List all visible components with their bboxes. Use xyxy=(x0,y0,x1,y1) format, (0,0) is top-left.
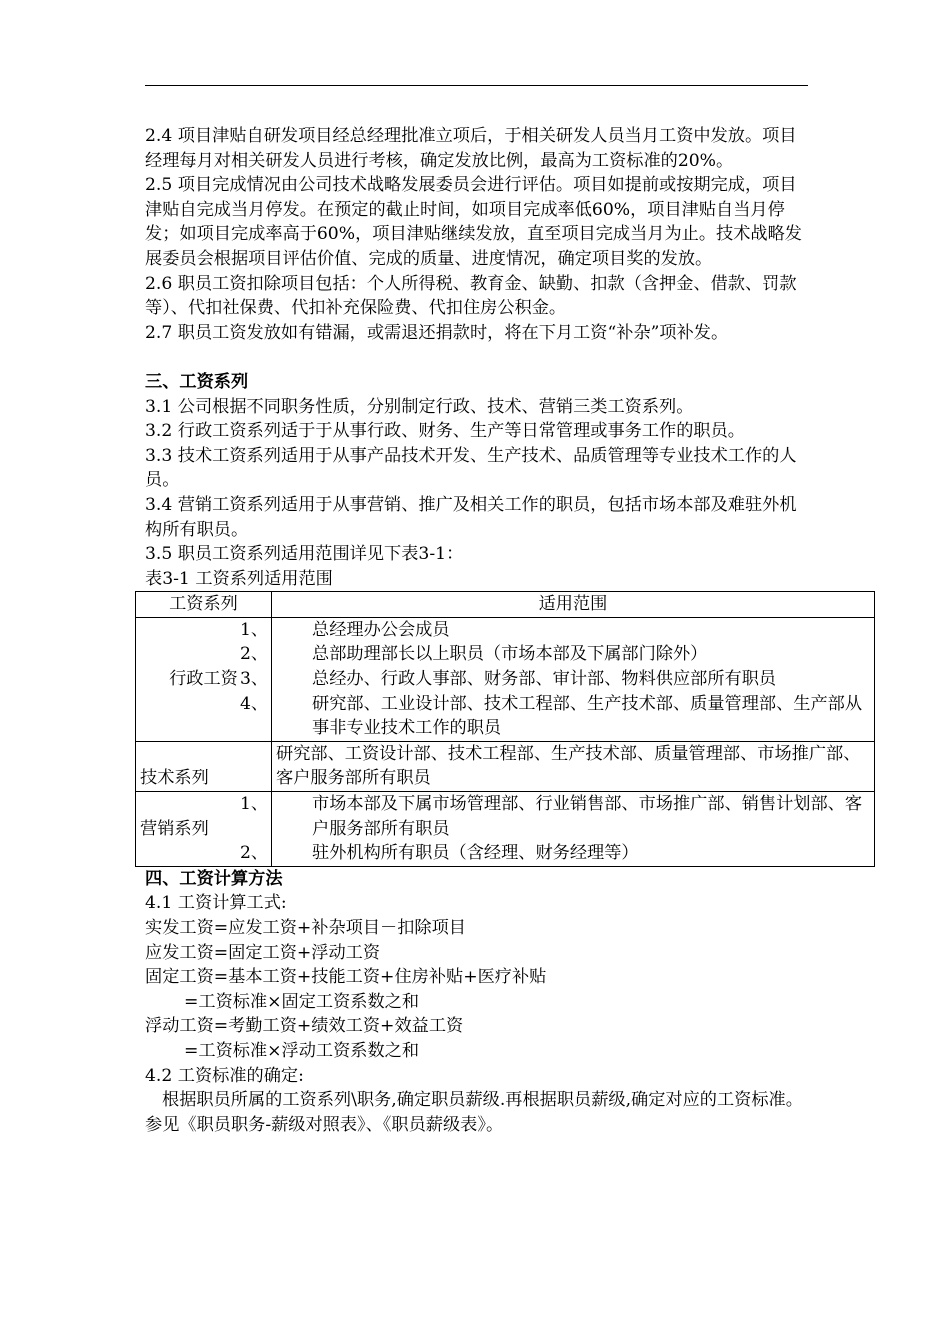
document-body xyxy=(140,124,863,1137)
header-series: 工资系列 xyxy=(136,592,272,618)
paragraph-2-7: 2.7 职员工资发放如有错漏，或需退还捐款时，将在下月工资“补杂”项补发。 xyxy=(145,322,729,343)
line-4-1: 4.1 工资计算工式: xyxy=(145,893,287,914)
list-item: 2、 总部助理部长以上职员（市场本部及下属部门除外） xyxy=(240,644,708,665)
paragraph-2-4: 2.4 项目津贴自研发项目经总经理批准立项后，于相关研发人员当月工资中发放。项目经理每月对相关研发人员进行考核，确定发放比例，最高为工资标准的20%。 xyxy=(145,126,797,171)
series-admin: 行政工资 xyxy=(136,617,272,741)
paragraph-2-6: 2.6 职员工资扣除项目包括：个人所得税、教育金、缺勤、扣款（含押金、借款、罚款等）、代扣社保费、代扣补充保险费、代扣住房公积金。 xyxy=(145,273,797,319)
list-item: 2、 驻外机构所有职员（含经理、财务经理等） xyxy=(240,843,639,864)
salary-series-table xyxy=(135,591,875,867)
formula-actual-pay: 实发工资=应发工资+补杂项目－扣除项目 xyxy=(145,918,466,938)
header-rule xyxy=(145,85,808,86)
formula-floating-pay-2: =工资标准×浮动工资系数之和 xyxy=(184,1040,420,1061)
scope-tech: 研究部、工资设计部、技术工程部、生产技术部、质量管理部、市场推广部、客户服务部所有职员 xyxy=(272,741,875,791)
table-caption: 表3-1 工资系列适用范围 xyxy=(145,568,333,589)
table-row-sales xyxy=(136,792,875,867)
line-4-2: 4.2 工资标准的确定: xyxy=(145,1065,304,1086)
list-item: 3、 总经办、行政人事部、财务部、审计部、物料供应部所有职员 xyxy=(240,669,777,690)
header-scope: 适用范围 xyxy=(272,592,875,618)
section-4-heading: 四、工资计算方法 xyxy=(145,868,283,889)
formula-gross-pay: 应发工资=固定工资+浮动工资 xyxy=(145,942,381,963)
table-header-row xyxy=(136,592,875,618)
table-row-tech xyxy=(136,741,875,791)
series-sales: 营销系列 xyxy=(136,792,272,867)
formula-fixed-pay: 固定工资=基本工资+技能工资+住房补贴+医疗补贴 xyxy=(145,967,547,988)
list-item: 1、 市场本部及下属市场管理部、行业销售部、市场推广部、销售计划部、客户服务部所有职员 xyxy=(240,794,863,839)
paragraph-3-1: 3.1 公司根据不同职务性质，分别制定行政、技术、营销三类工资系列。 xyxy=(145,396,694,417)
formula-fixed-pay-2: =工资标准×固定工资系数之和 xyxy=(184,991,420,1012)
formula-floating-pay: 浮动工资=考勤工资+绩效工资+效益工资 xyxy=(145,1016,464,1037)
series-tech: 技术系列 xyxy=(136,741,272,791)
paragraph-3-5: 3.5 职员工资系列适用范围详见下表3-1： xyxy=(145,544,464,565)
paragraph-2-5: 2.5 项目完成情况由公司技术战略发展委员会进行评估。项目如提前或按期完成，项目津贴自完成当月停发。在预定的截止时间，如项目完成率低60%，项目津贴自当月停发；如项目完成率高于60%，项目津贴继续发放，直至项目完成当月为止。技术战略发展委员会根据项目评估价值、完成的质量、进度情况，确定项目奖的发放。 xyxy=(145,175,802,269)
section-3-heading: 三、工资系列 xyxy=(145,371,249,392)
scope-admin xyxy=(240,617,875,741)
scope-sales xyxy=(240,792,875,867)
paragraph-3-3: 3.3 技术工资系列适用于从事产品技术开发、生产技术、品质管理等专业技术工作的人员。 xyxy=(145,445,797,491)
list-item: 1、 总经理办公会成员 xyxy=(240,619,450,640)
paragraph-3-2: 3.2 行政工资系列适于于从事行政、财务、生产等日常管理或事务工作的职员。 xyxy=(145,421,745,442)
paragraph-3-4: 3.4 营销工资系列适用于从事营销、推广及相关工作的职员，包括市场本部及难驻外机构所有职员。 xyxy=(145,494,797,540)
table-row-admin xyxy=(136,617,875,741)
list-item: 4、 研究部、工业设计部、技术工程部、生产技术部、质量管理部、生产部从事非专业技术工作的职员 xyxy=(240,693,863,739)
paragraph-salary-standard: 根据职员所属的工资系列\职务,确定职员薪级.再根据职员薪级,确定对应的工资标准。参见《职员职务-薪级对照表》、《职员薪级表》。 xyxy=(145,1090,803,1135)
